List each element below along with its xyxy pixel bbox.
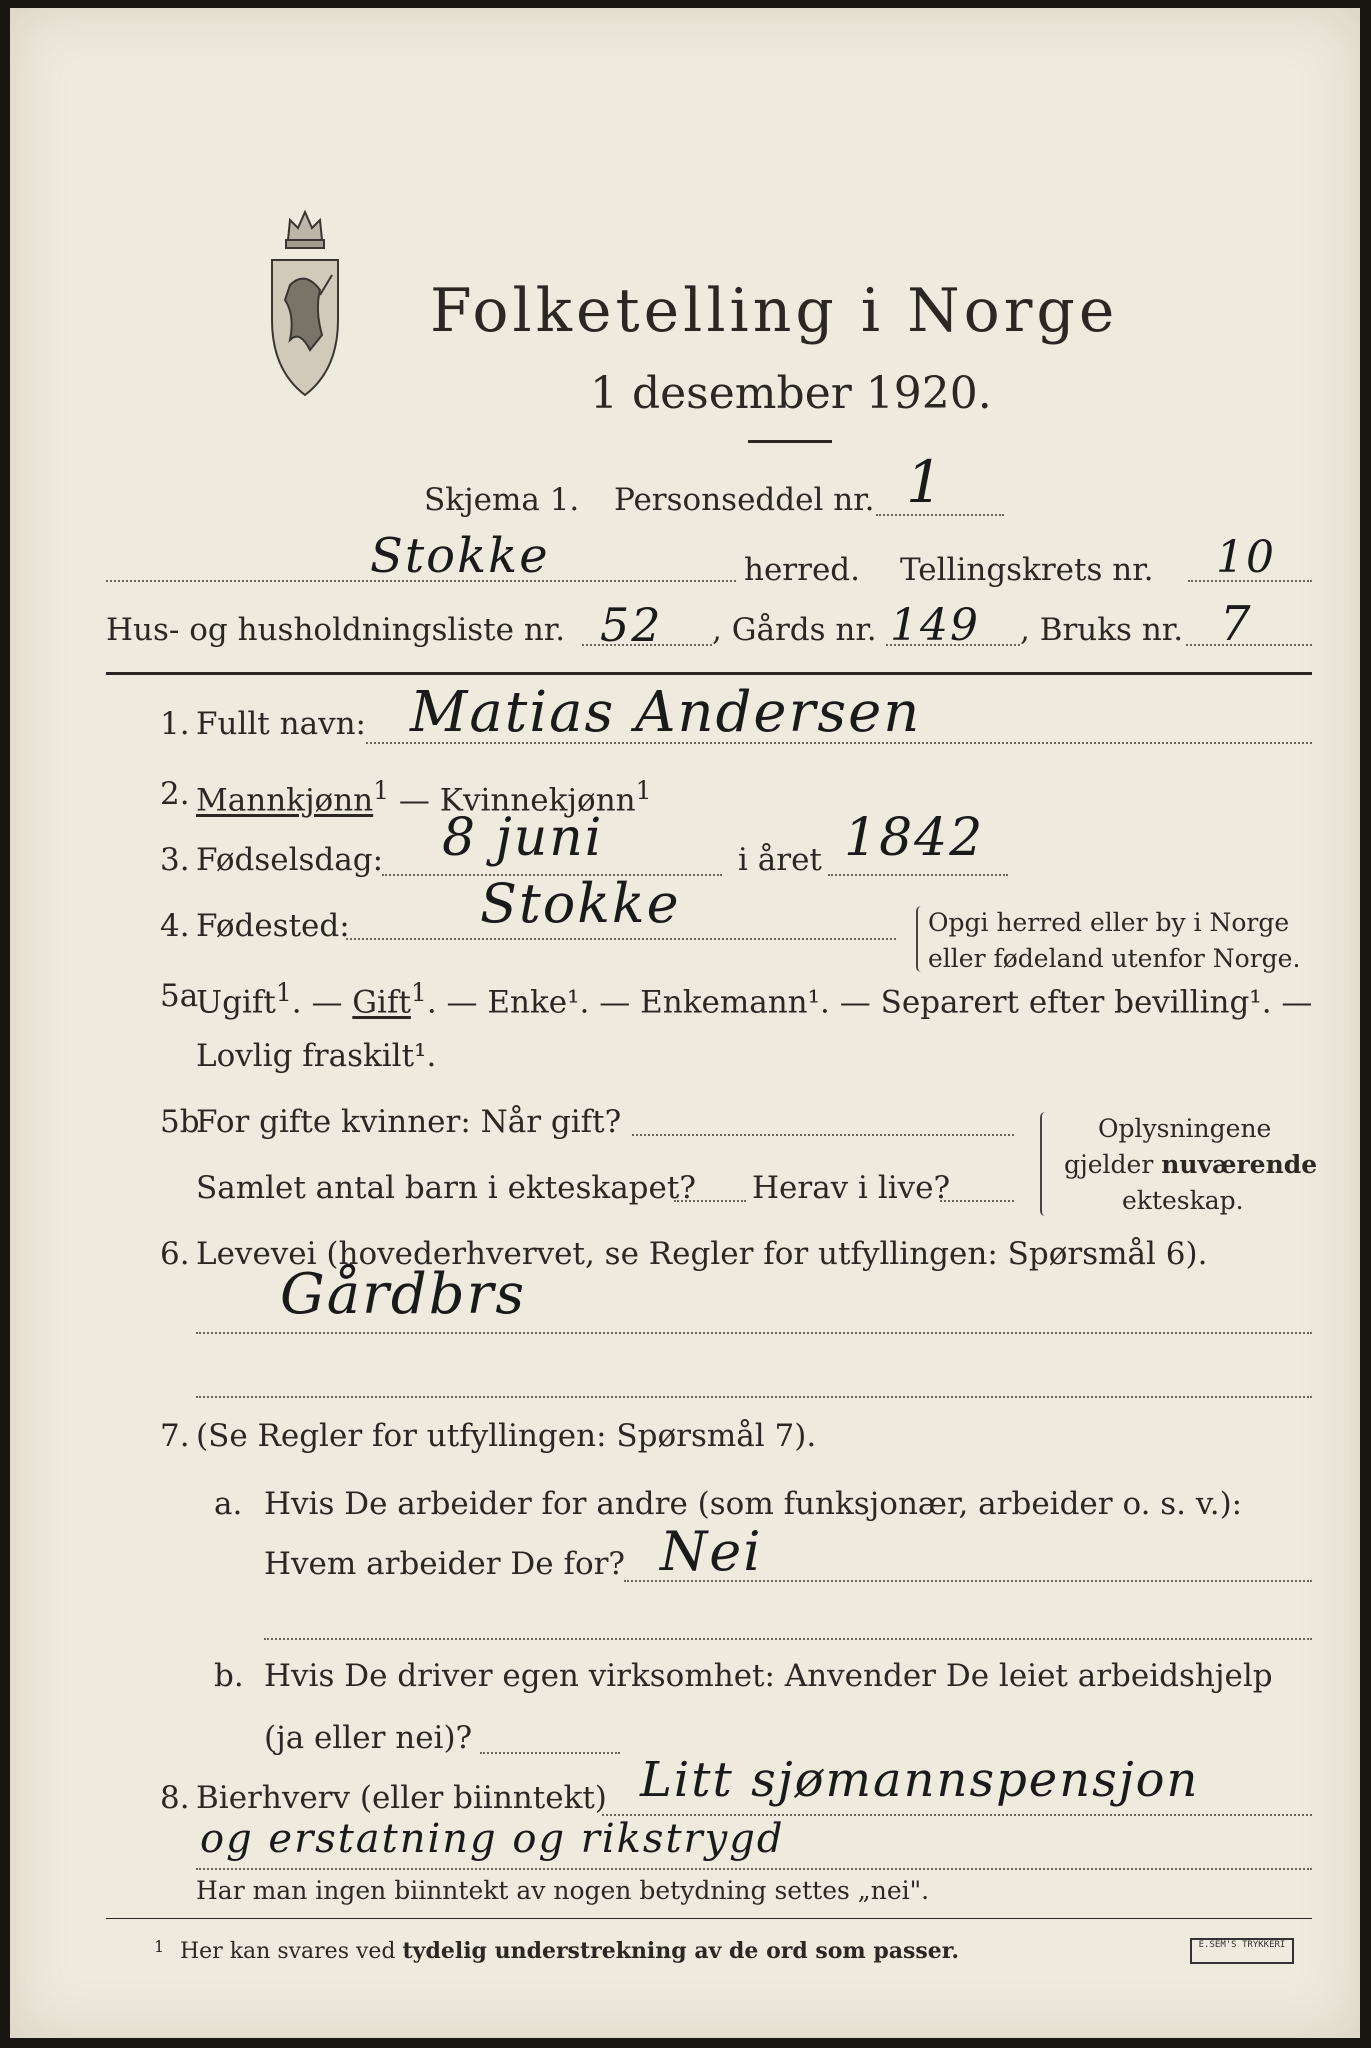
printer-stamp-text: E.SEM'S TRYKKERI <box>1198 1940 1286 1950</box>
bruks-label: , Bruks nr. <box>1020 612 1184 648</box>
full-name-value[interactable]: Matias Andersen <box>410 680 922 745</box>
footnote-mark: 1 <box>154 1937 165 1956</box>
q6-label: Levevei (hovederhvervet, se Regler for utfyllingen: Spørsmål 6). <box>196 1236 1208 1272</box>
personseddel-value[interactable]: 1 <box>906 448 945 516</box>
title-rule <box>748 440 832 443</box>
printer-stamp <box>1190 1938 1294 1964</box>
q8-line-2 <box>196 1868 1312 1870</box>
q7a-letter: a. <box>214 1486 243 1522</box>
occupation-value[interactable]: Gårdbrs <box>280 1262 527 1327</box>
header-divider <box>106 672 1312 675</box>
q5b-children-line <box>674 1200 746 1202</box>
q4-label: Fødested: <box>196 908 350 944</box>
q4-brace <box>916 906 926 972</box>
q4-note-line-2: eller fødeland utenfor Norge. <box>928 944 1301 973</box>
birthday-value[interactable]: 8 juni <box>442 808 604 868</box>
q1-number: 1. <box>160 706 190 742</box>
form-title: Folketelling i Norge <box>430 276 1119 346</box>
herred-value[interactable]: Stokke <box>370 528 550 584</box>
q7b-line <box>480 1752 620 1754</box>
q7-label: (Se Regler for utfyllingen: Spørsmål 7). <box>196 1418 817 1454</box>
employer-value[interactable]: Nei <box>660 1520 763 1583</box>
tellingskrets-label: Tellingskrets nr. <box>900 552 1154 588</box>
q4-line <box>346 938 896 940</box>
q3-year-line <box>828 874 1008 876</box>
side-income-value-2[interactable]: og erstatning og rikstrygd <box>200 1816 785 1862</box>
q2-number: 2. <box>160 776 190 812</box>
hus-label: Hus- og husholdningsliste nr. <box>106 612 566 648</box>
schema-label: Skjema 1. <box>424 482 580 518</box>
q5b-label: For gifte kvinner: Når gift? <box>196 1104 622 1140</box>
q5a-number: 5a <box>160 978 199 1014</box>
q5b-number: 5b <box>160 1104 200 1140</box>
q1-label: Fullt navn: <box>196 706 366 742</box>
q4-number: 4. <box>160 908 190 944</box>
side-income-value-1[interactable]: Litt sjømannspensjon <box>640 1752 1200 1808</box>
q8-number: 8. <box>160 1780 190 1816</box>
gender-male-option[interactable]: Mannkjønn <box>196 782 374 819</box>
q7a-label: Hvis De arbeider for andre (som funksjonær, arbeider o. s. v.): <box>264 1486 1243 1522</box>
q5b-brace <box>1040 1112 1050 1216</box>
footnote-text-plain: Her kan svares ved <box>180 1939 403 1964</box>
census-form-sheet <box>10 8 1360 2038</box>
q2-options: Mannkjønn$^1$ — Kvinnekjønn$^1$ <box>196 776 652 819</box>
q7b-question: (ja eller nei)? <box>264 1720 473 1756</box>
q8-note: Har man ingen biinntekt av nogen betydning settes „nei". <box>196 1876 930 1905</box>
status-other-options[interactable]: — Enke¹. — Enkemann¹. — Separert efter bevilling¹. — <box>436 984 1313 1021</box>
footnote-text <box>180 1936 959 1967</box>
gards-value[interactable]: 149 <box>890 600 980 651</box>
status-ugift-option[interactable]: Ugift <box>196 984 276 1021</box>
q5b-note-line-1: Oplysningene <box>1098 1114 1272 1143</box>
q5a-options: Ugift$^1$. — Gift$^1$. — Enke¹. — Enkemann¹. — Separert efter bevilling¹. — <box>196 978 1313 1021</box>
q7b-label: Hvis De driver egen virksomhet: Anvender De leiet arbeidshjelp <box>264 1658 1273 1694</box>
q3-number: 3. <box>160 842 190 878</box>
personseddel-label: Personseddel nr. <box>614 482 875 518</box>
q6-number: 6. <box>160 1236 190 1272</box>
tellingskrets-value[interactable]: 10 <box>1216 532 1276 583</box>
gender-female-option[interactable]: Kvinnekjønn <box>439 782 636 819</box>
gender-separator: — <box>389 782 440 819</box>
herred-label: herred. <box>744 552 860 588</box>
q7a-line-2 <box>264 1638 1312 1640</box>
gards-label: , Gårds nr. <box>712 612 877 648</box>
q5b-note-nuvaerende: nuværende <box>1161 1150 1318 1179</box>
q6-line-2 <box>196 1396 1312 1398</box>
q7a-who-label: Hvem arbeider De for? <box>264 1546 626 1582</box>
footnote-divider <box>106 1918 1312 1919</box>
q8-label: Bierhverv (eller biinntekt) <box>196 1780 607 1816</box>
bruks-value[interactable]: 7 <box>1220 596 1253 652</box>
q5b-children-label: Samlet antal barn i ekteskapet? <box>196 1170 696 1206</box>
birth-year-value[interactable]: 1842 <box>844 808 985 868</box>
q7-number: 7. <box>160 1418 190 1454</box>
footnote-text-bold: tydelig understrekning av de ord som passer. <box>402 1938 960 1964</box>
q6-line-1 <box>196 1332 1312 1334</box>
q3-label: Fødselsdag: <box>196 842 384 878</box>
q5b-alive-label: Herav i live? <box>752 1170 951 1206</box>
q5b-married-line <box>632 1134 1014 1136</box>
q5b-alive-line <box>940 1200 1014 1202</box>
hus-value[interactable]: 52 <box>600 598 663 652</box>
q3-year-label: i året <box>738 842 822 878</box>
status-gift-option[interactable]: Gift <box>352 984 411 1021</box>
coat-of-arms-icon <box>260 200 350 400</box>
q7b-letter: b. <box>214 1658 244 1694</box>
q5b-note-gjelder: gjelder <box>1064 1150 1162 1179</box>
birthplace-value[interactable]: Stokke <box>480 872 681 935</box>
status-lovlig-fraskilt[interactable]: Lovlig fraskilt¹. <box>196 1038 437 1074</box>
census-date: 1 desember 1920. <box>590 368 992 419</box>
q4-note-line-1: Opgi herred eller by i Norge <box>928 908 1290 937</box>
q5b-note-line-3: ekteskap. <box>1122 1186 1244 1215</box>
q5b-note-line-2 <box>1064 1150 1317 1180</box>
